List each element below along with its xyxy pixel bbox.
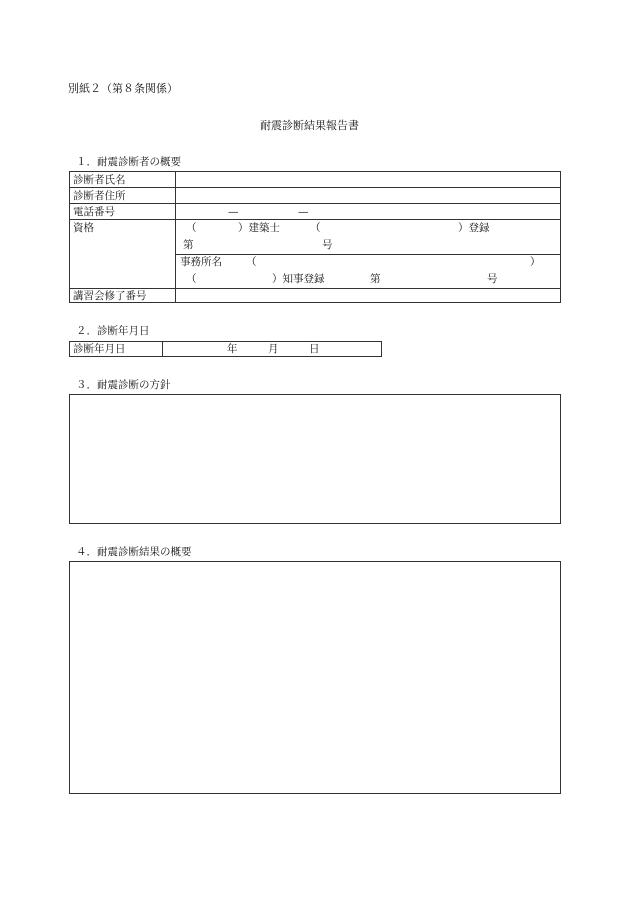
section3-heading: ３．耐震診断の方針 (76, 379, 171, 391)
year-text: 年 (227, 343, 238, 355)
paren-close: ） (530, 256, 541, 268)
section1-heading: １．耐震診断者の概要 (76, 156, 181, 168)
office-name-label: 事務所名 (180, 256, 222, 268)
paren-open: （ (186, 273, 197, 285)
policy-box[interactable] (69, 394, 561, 524)
governor-registration-text: ）知事登録 (272, 273, 325, 285)
month-text: 月 (268, 343, 279, 355)
paren-open: （ (310, 222, 321, 234)
phone-label: 電話番号 (73, 206, 115, 218)
number-suffix: 号 (322, 239, 333, 251)
date-label: 診断年月日 (73, 343, 126, 355)
form-reference: 別紙２（第８条関係） (68, 82, 178, 95)
section4-heading: ４．耐震診断結果の概要 (76, 546, 192, 558)
number-prefix: 第 (183, 239, 194, 251)
row-divider (69, 219, 561, 220)
number-prefix: 第 (370, 273, 381, 285)
table-column-divider (175, 171, 176, 303)
number-suffix: 号 (487, 273, 498, 285)
results-summary-box[interactable] (69, 561, 561, 794)
row-divider (69, 288, 561, 289)
phone-dash: — (298, 206, 309, 218)
document-title: 耐震診断結果報告書 (260, 119, 359, 132)
paren-open: （ (246, 256, 257, 268)
section2-heading: ２．診断年月日 (76, 325, 150, 337)
qualification-label: 資格 (73, 222, 94, 234)
paren-open: （ (186, 222, 197, 234)
row-divider (69, 187, 561, 188)
course-completion-label: 講習会修了番号 (73, 290, 147, 302)
row-divider (69, 203, 561, 204)
phone-dash: — (228, 206, 239, 218)
address-label: 診断者住所 (73, 190, 126, 202)
name-label: 診断者氏名 (73, 174, 126, 186)
registration-text: ）登録 (458, 222, 490, 234)
row-divider (175, 254, 561, 255)
day-text: 日 (309, 343, 320, 355)
table-column-divider (162, 341, 163, 357)
architect-class-text: ）建築士 (238, 222, 280, 234)
